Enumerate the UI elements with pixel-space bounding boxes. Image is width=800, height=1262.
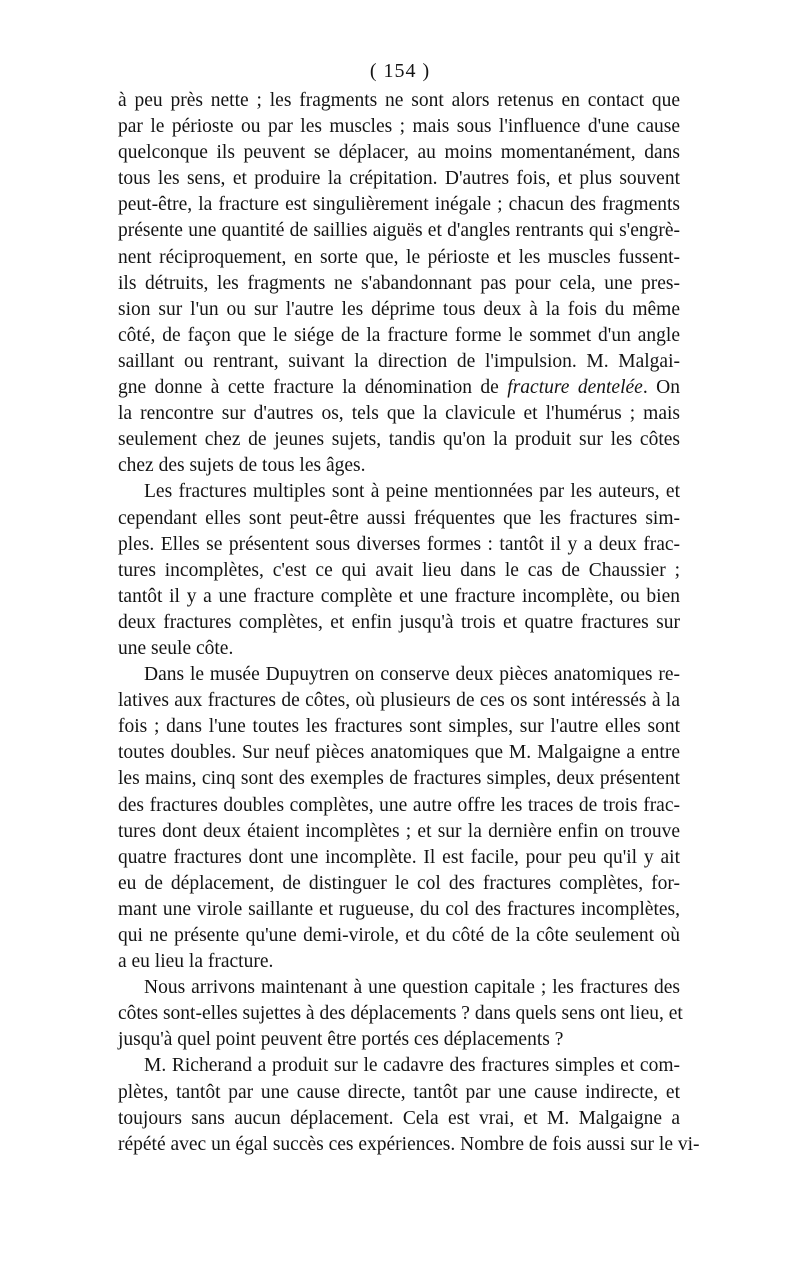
text-line: tantôt il y a une fracture complète et une fracture incomplète, ou bien — [118, 585, 680, 607]
text-line: répété avec un égal succès ces expériences. Nombre de fois aussi sur le vi- — [118, 1133, 700, 1155]
text-line: par le périoste ou par les muscles ; mais sous l'influence d'une cause — [118, 116, 680, 138]
text-line: quelconque ils peuvent se déplacer, au moins momentanément, dans — [118, 142, 680, 164]
text-line: des fractures doubles complètes, une autre offre les traces de trois frac- — [118, 794, 680, 816]
text-line: peut-être, la fracture est singulièrement inégale ; chacun des fragments — [118, 194, 680, 216]
page-number: ( 154 ) — [369, 60, 431, 82]
text-line: côtes sont-elles sujettes à des déplacements ? dans quels sens ont lieu, et — [118, 1003, 683, 1025]
text-line: eu de déplacement, de distinguer le col des fractures complètes, for- — [118, 872, 680, 894]
text-line: côté, de façon que le siége de la fracture forme le sommet d'un angle — [118, 324, 680, 346]
text-line: M. Richerand a produit sur le cadavre des fractures simples et com- — [144, 1055, 680, 1077]
body-text — [118, 88, 700, 1158]
text-line: ples. Elles se présentent sous diverses formes : tantôt il y a deux frac- — [118, 533, 680, 555]
text-line: Dans le musée Dupuytren on conserve deux pièces anatomiques re- — [144, 664, 680, 686]
text-line: toutes doubles. Sur neuf pièces anatomiques que M. Malgaigne a entre — [118, 742, 680, 764]
text-line: cependant elles sont peut-être aussi fréquentes que les fractures sim- — [118, 507, 680, 529]
text-line: saillant ou rentrant, suivant la direction de l'impulsion. M. Malgai- — [118, 350, 680, 372]
text-line: les mains, cinq sont des exemples de fractures simples, deux présentent — [118, 768, 680, 790]
text-line: quatre fractures dont une incomplète. Il est facile, pour peu qu'il y ait — [118, 846, 680, 868]
text-line-end: . On — [642, 377, 680, 399]
text-line-with-italic — [118, 375, 680, 401]
text-line: seulement chez de jeunes sujets, tandis qu'on la produit sur les côtes — [118, 429, 680, 451]
text-line: chez des sujets de tous les âges. — [118, 455, 366, 477]
text-line: toujours sans aucun déplacement. Cela est vrai, et M. Malgaigne a — [118, 1107, 680, 1129]
text-line: sion sur l'un ou sur l'autre les déprime tous deux à la fois du même — [118, 298, 680, 320]
text-line: tures incomplètes, c'est ce qui avait lieu dans le cas de Chaussier ; — [118, 559, 680, 581]
text-line: à peu près nette ; les fragments ne sont alors retenus en contact que — [118, 90, 680, 111]
italic-term: fracture dentelée — [507, 377, 643, 399]
text-line: fois ; dans l'une toutes les fractures sont simples, sur l'autre elles sont — [118, 716, 680, 738]
text-line: présente une quantité de saillies aiguës et d'angles rentrants qui s'engrè- — [118, 220, 680, 242]
text-line: Les fractures multiples sont à peine mentionnées par les auteurs, et — [144, 481, 680, 503]
text-line: mant une virole saillante et rugueuse, du col des fractures incomplètes, — [118, 898, 680, 920]
text-line: ils détruits, les fragments ne s'abandonnant pas pour cela, une pres- — [118, 272, 680, 294]
text-line: deux fractures complètes, et enfin jusqu'à trois et quatre fractures sur — [118, 611, 680, 633]
text-line: latives aux fractures de côtes, où plusieurs de ces os sont intéressés à la — [118, 690, 680, 712]
text-line: Nous arrivons maintenant à une question capitale ; les fractures des — [144, 977, 680, 999]
text-line: tous les sens, et produire la crépitation. D'autres fois, et plus souvent — [118, 168, 680, 190]
text-line: nent réciproquement, en sorte que, le périoste et les muscles fussent- — [118, 246, 680, 268]
text-line: la rencontre sur d'autres os, tels que la clavicule et l'humérus ; mais — [118, 403, 680, 425]
text-line: qui ne présente qu'une demi-virole, et du côté de la côte seulement où — [118, 925, 680, 946]
text-line-start: gne donne à cette fracture la dénomination de — [118, 377, 508, 399]
text-line: plètes, tantôt par une cause directe, tantôt par une cause indirecte, et — [118, 1081, 680, 1103]
text-line: une seule côte. — [118, 637, 234, 659]
text-line: a eu lieu la fracture. — [118, 951, 274, 973]
text-line: tures dont deux étaient incomplètes ; et sur la dernière enfin on trouve — [118, 820, 680, 842]
text-line: jusqu'à quel point peuvent être portés ces déplacements ? — [118, 1029, 564, 1051]
